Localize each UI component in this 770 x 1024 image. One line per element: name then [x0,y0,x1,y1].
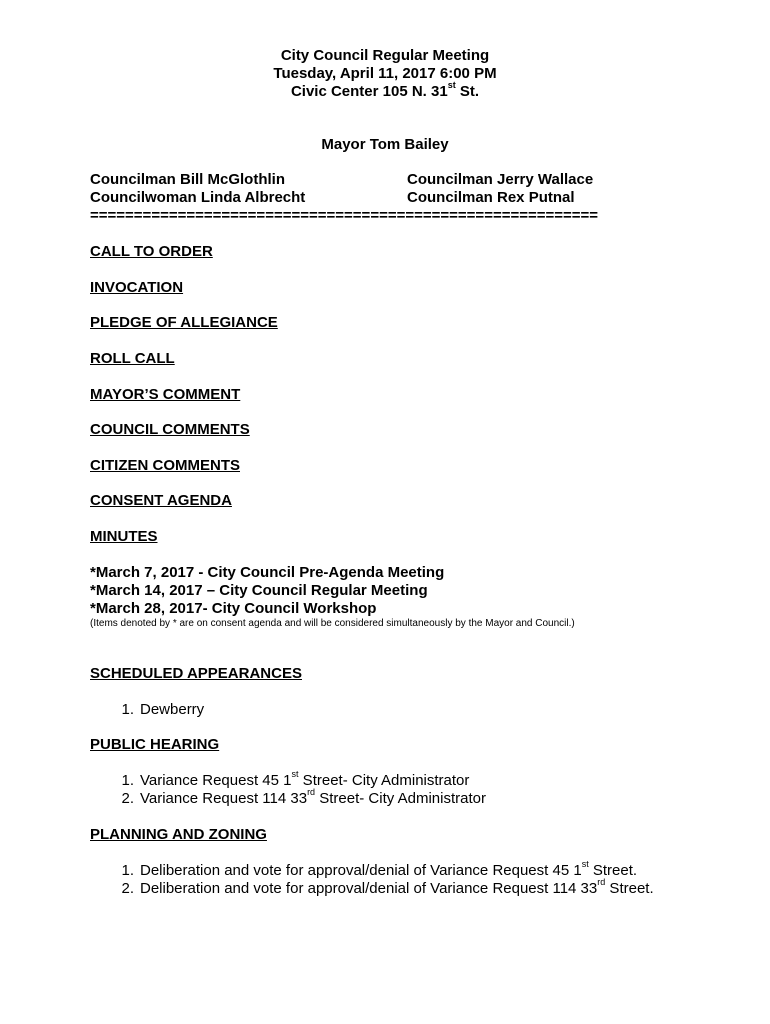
scheduled-item-1 [112,701,204,718]
item-text-suffix: Street- City Administrator [298,772,470,789]
item-number: 1. [121,772,134,789]
minutes-item-3: *March 28, 2017- City Council Workshop [90,600,377,617]
section-mayors-comment: MAYOR’S COMMENT [90,386,241,403]
council-member-left-2: Councilwoman Linda Albrecht [90,189,306,206]
section-roll-call: ROLL CALL [90,350,175,367]
minutes-item-2: *March 14, 2017 – City Council Regular Meeting [90,582,428,599]
item-number: 2. [121,880,134,897]
section-pledge: PLEDGE OF ALLEGIANCE [90,314,278,331]
item-sup: rd [307,787,316,797]
meeting-title: City Council Regular Meeting [280,47,490,64]
item-text-suffix: Street- City Administrator [315,790,486,807]
item-sup: rd [597,877,606,887]
council-member-right-1: Councilman Jerry Wallace [407,171,594,188]
item-text: Variance Request 45 1 [140,772,292,789]
section-invocation: INVOCATION [90,279,184,296]
item-sup: st [291,769,299,779]
public-hearing-item-2 [112,787,486,807]
meeting-location [0,80,770,100]
section-minutes: MINUTES [90,528,158,545]
item-number: 2. [121,790,134,807]
separator-line: ========================================================== [90,207,599,224]
item-text: Variance Request 114 33 [140,790,308,807]
planning-item-1 [112,859,638,879]
section-council-comments: COUNCIL COMMENTS [90,421,250,438]
location-suffix: St. [455,83,480,100]
item-text-suffix: Street. [605,880,654,897]
section-public-hearing: PUBLIC HEARING [90,736,220,753]
item-text: Deliberation and vote for approval/denial of Variance Request 114 33 [140,880,598,897]
item-number: 1. [121,862,134,879]
item-text-suffix: Street. [588,862,638,879]
consent-note: (Items denoted by * are on consent agenda and will be considered simultaneously by the Mayor and Council.) [90,618,575,629]
item-text: Dewberry [140,701,205,718]
minutes-item-1: *March 7, 2017 - City Council Pre-Agenda Meeting [90,564,445,581]
meeting-datetime: Tuesday, April 11, 2017 6:00 PM [273,65,497,82]
item-number: 1. [121,701,134,718]
section-scheduled-appearances: SCHEDULED APPEARANCES [90,665,302,682]
council-member-left-1: Councilman Bill McGlothlin [90,171,285,188]
mayor-name: Mayor Tom Bailey [321,136,449,153]
planning-item-2 [112,877,654,897]
section-consent-agenda: CONSENT AGENDA [90,492,232,509]
section-call-to-order: CALL TO ORDER [90,243,213,260]
public-hearing-item-1 [112,769,470,789]
location-text: Civic Center 105 N. 31 [290,83,448,100]
section-citizen-comments: CITIZEN COMMENTS [90,457,240,474]
council-member-right-2: Councilman Rex Putnal [407,189,575,206]
item-sup: st [581,859,589,869]
location-sup: st [447,80,456,90]
item-text: Deliberation and vote for approval/denial of Variance Request 45 1 [140,862,582,879]
section-planning-zoning: PLANNING AND ZONING [90,826,267,843]
